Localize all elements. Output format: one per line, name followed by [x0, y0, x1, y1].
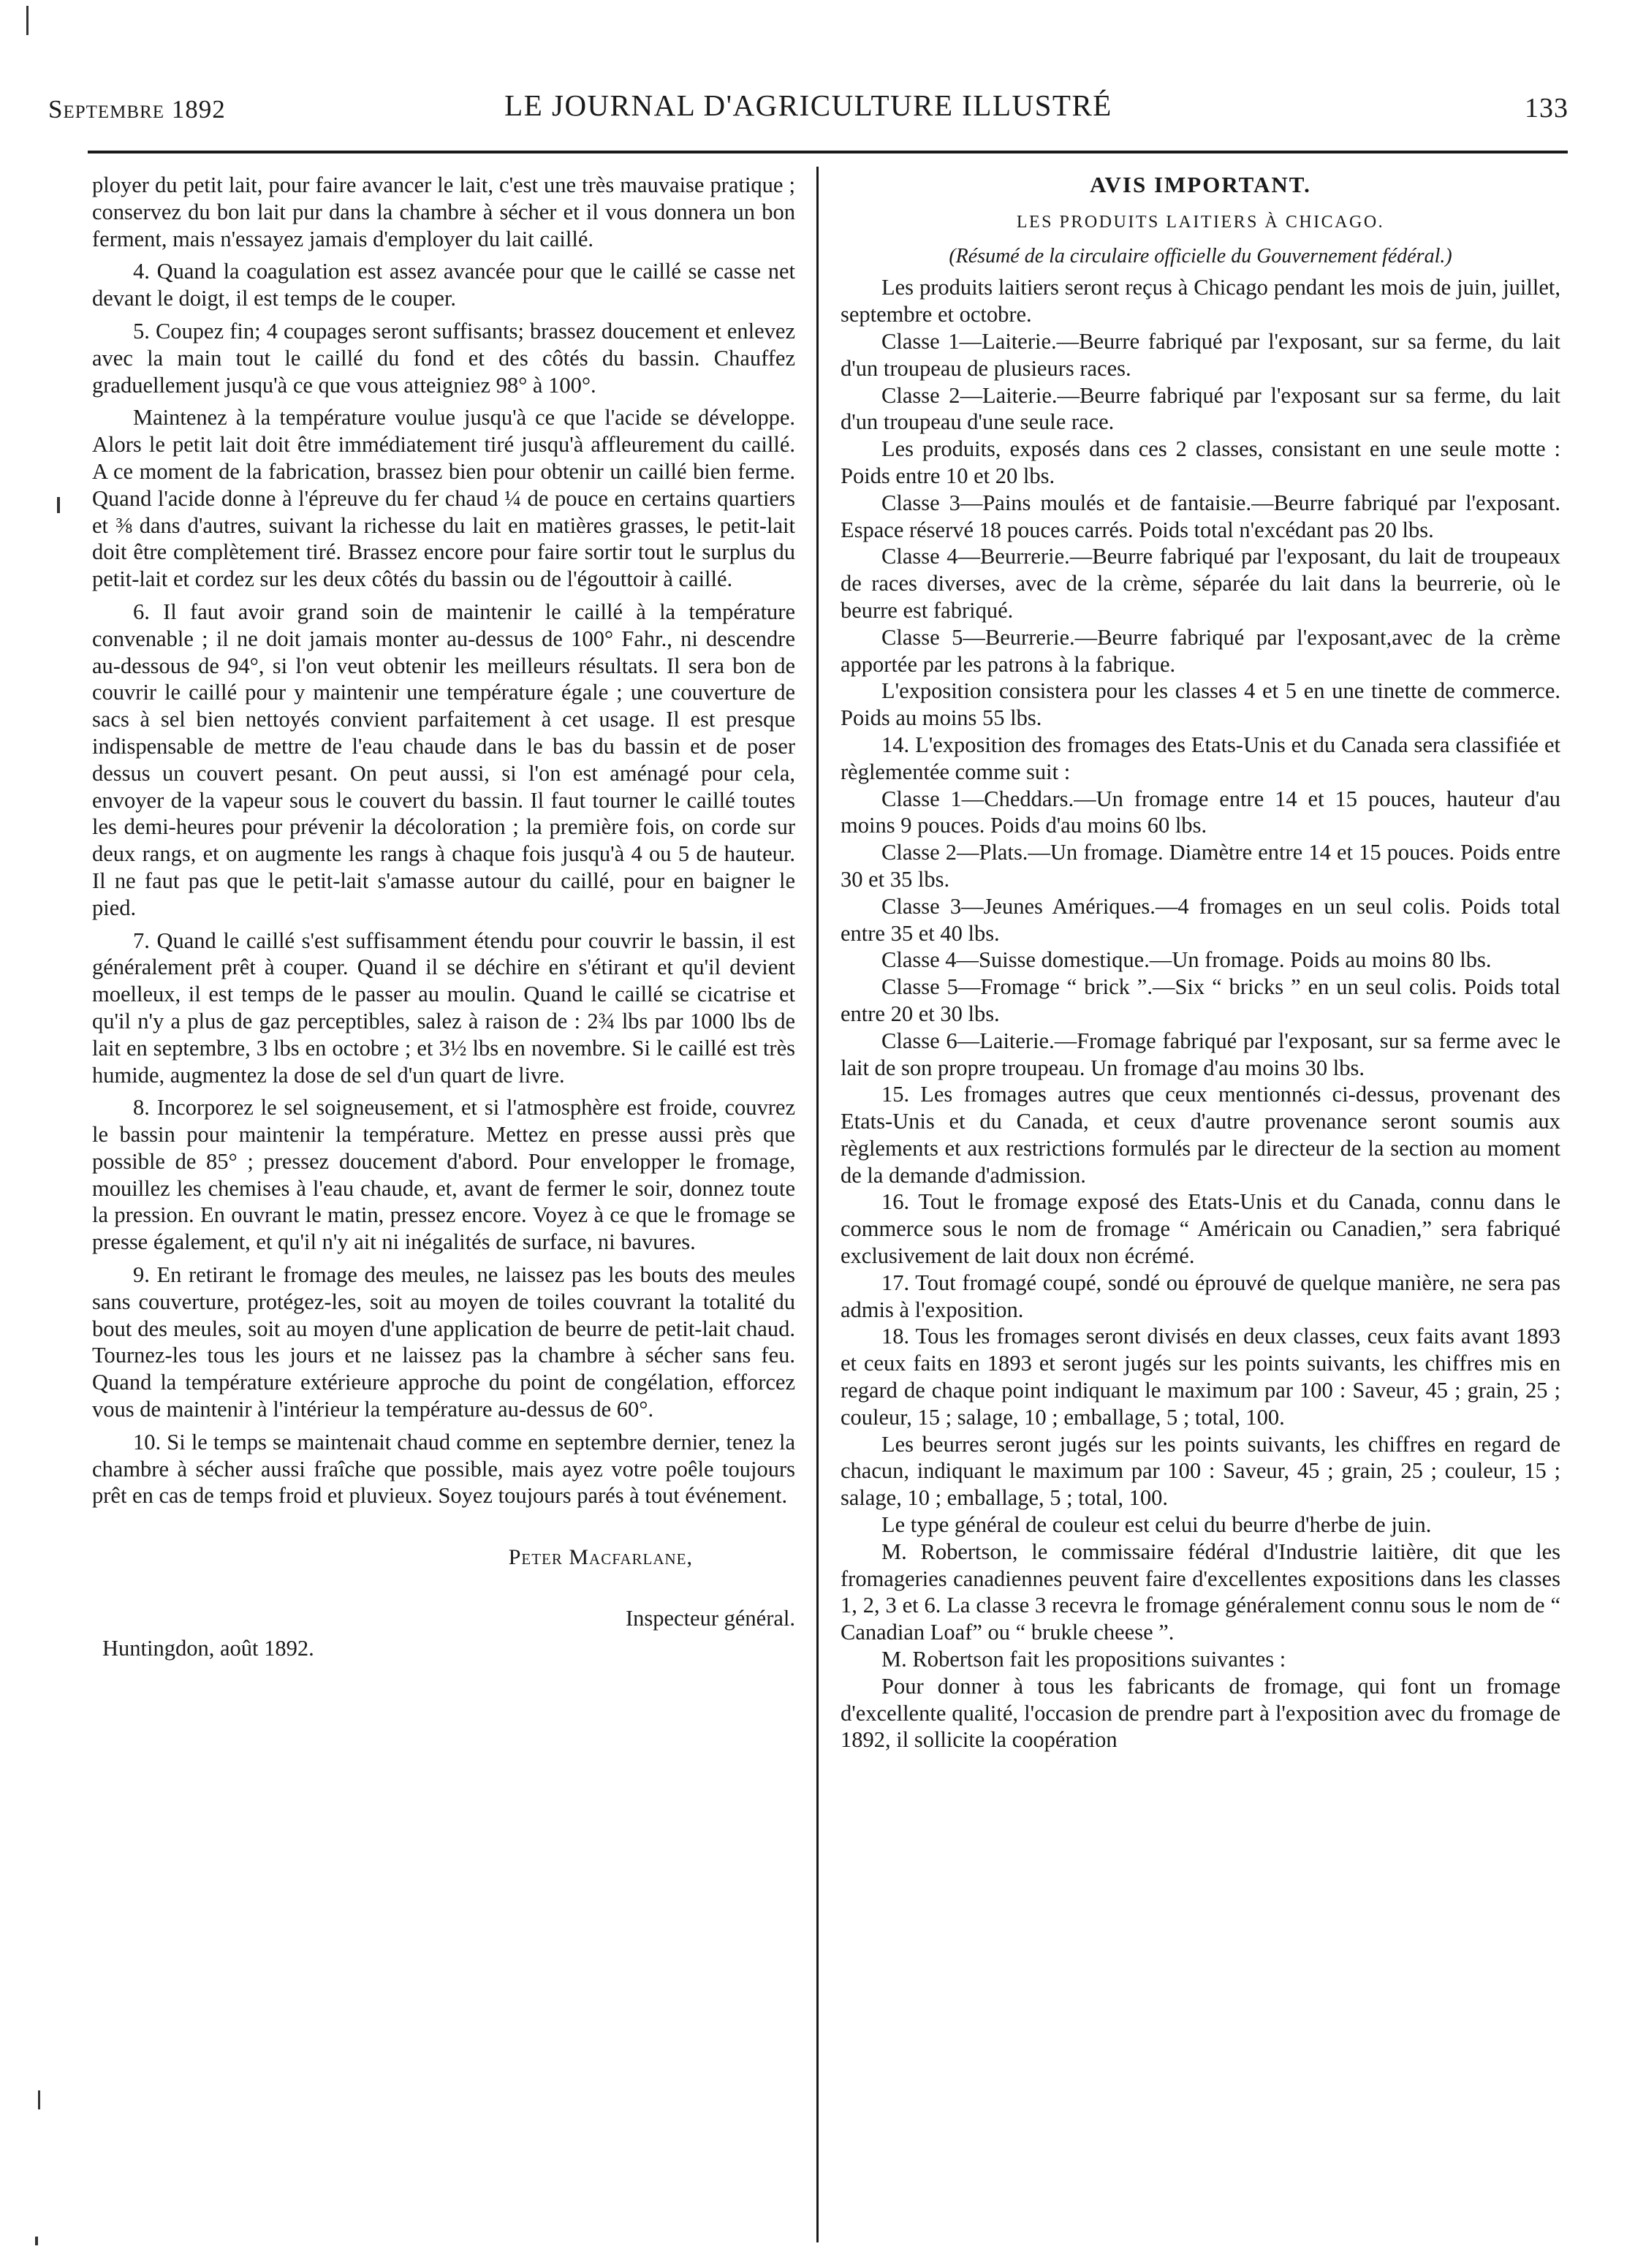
paragraph: Les produits laitiers seront reçus à Chicago pendant les mois de juin, juillet, septembre et octobre. [841, 275, 1560, 327]
paragraph: Classe 2—Plats.—Un fromage. Diamètre entre 14 et 15 pouces. Poids entre 30 et 35 lbs. [841, 840, 1560, 892]
paragraph: Le type général de couleur est celui du beurre d'herbe de juin. [881, 1512, 1432, 1538]
header-rule [88, 151, 1568, 153]
paragraph: Classe 3—Pains moulés et de fantaisie.—Beurre fabriqué par l'exposant. Espace réservé 18 pouces carrés. Poids total n'excédant pas 20 lbs. [841, 490, 1560, 542]
signature-place: Huntingdon, août 1892. [102, 1635, 314, 1661]
paragraph: 16. Tout le fromage exposé des Etats-Unis et du Canada, connu dans le commerce sous le nom de fromage “ Américain ou Canadien,” sera fabriqué exclusivement de lait doux non écrémé. [841, 1189, 1560, 1269]
signature-role: Inspecteur général. [625, 1606, 795, 1631]
paragraph: Classe 1—Cheddars.—Un fromage entre 14 et 15 pouces, hauteur d'au moins 9 pouces. Poids d'au moins 60 lbs. [841, 786, 1560, 838]
paragraph: 5. Coupez fin; 4 coupages seront suffisants; brassez doucement et enlevez avec la main tout le caillé du fond et des côtés du bassin. Chauffez graduellement jusqu'à ce que vous atteigniez 98° à 100°. [92, 318, 795, 398]
paragraph: 7. Quand le caillé s'est suffisamment étendu pour couvrir le bassin, il est généralement prêt à couper. Quand il se déchire en s'étirant et qu'il devient moelleux, il est temps de le passer au moulin. Quand le caillé se cicatrise et qu'il n'y a plus de gaz perceptibles, salez à raison de : 2¾ lbs par 1000 lbs de lait en septembre, 3 lbs en octobre ; et 3½ lbs en novembre. Si le caillé est très humide, augmentez la dose de sel d'un quart de livre. [92, 928, 795, 1088]
section-note: (Résumé de la circulaire officielle du Gouvernement fédéral.) [949, 244, 1452, 268]
scan-mark [38, 2090, 40, 2109]
scan-mark [26, 6, 29, 35]
paragraph: 4. Quand la coagulation est assez avancée pour que le caillé se casse net devant le doigt, il est temps de le couper. [92, 259, 795, 311]
paragraph: Classe 4—Suisse domestique.—Un fromage. Poids au moins 80 lbs. [881, 947, 1492, 973]
paragraph: 14. L'exposition des fromages des Etats-Unis et du Canada sera classifiée et règlementée comme suit : [841, 732, 1560, 784]
scan-mark [57, 497, 60, 513]
section-title: AVIS IMPORTANT. [1090, 172, 1311, 197]
paragraph: L'exposition consistera pour les classes 4 et 5 en une tinette de commerce. Poids au moins 55 lbs. [841, 678, 1560, 731]
paragraph: M. Robertson, le commissaire fédéral d'Industrie laitière, dit que les fromageries canadiennes peuvent faire d'excellentes expositions dans les classes 1, 2, 3 et 6. La classe 3 recevra le fromage généralement connu sous le nom de “ Canadian Loaf” ou “ brukle cheese ”. [841, 1539, 1560, 1645]
page-number: 133 [1525, 93, 1568, 124]
paragraph: Les produits, exposés dans ces 2 classes, consistant en une seule motte : Poids entre 10 et 20 lbs. [841, 436, 1560, 488]
paragraph: Classe 5—Beurrerie.—Beurre fabriqué par l'exposant,avec de la crème apportée par les patrons à la fabrique. [841, 624, 1560, 677]
paragraph: M. Robertson fait les propositions suivantes : [881, 1647, 1286, 1672]
issue-date: Septembre 1892 [48, 95, 226, 124]
signature-name: Peter Macfarlane, [508, 1545, 693, 1570]
paragraph: 10. Si le temps se maintenait chaud comme en septembre dernier, tenez la chambre à sécher aussi fraîche que possible, mais ayez votre poêle toujours prêt en cas de temps froid et pluvieux. Soyez toujours parés à tout événement. [92, 1429, 795, 1509]
paragraph: Classe 4—Beurrerie.—Beurre fabriqué par l'exposant, du lait de troupeaux de races diverses, avec de la crème, séparée du lait dans la beurrerie, où le beurre est fabriqué. [841, 544, 1560, 623]
paragraph: Pour donner à tous les fabricants de fromage, qui font un fromage d'excellente qualité, l'occasion de prendre part à l'exposition avec du fromage de 1892, il sollicite la coopération [841, 1673, 1560, 1753]
paragraph: Classe 6—Laiterie.—Fromage fabriqué par l'exposant, sur sa ferme avec le lait de son propre troupeau. Un fromage d'au moins 30 lbs. [841, 1028, 1560, 1080]
scan-mark [35, 2237, 38, 2245]
paragraph: 8. Incorporez le sel soigneusement, et si l'atmosphère est froide, couvrez le bassin pour maintenir la température. Mettez en presse aussi près que possible de 85° ; pressez doucement d'abord. Pour envelopper le fromage, mouillez les chemises à l'eau chaude, et, avant de fermer le soir, donnez toute la pression. En ouvrant le matin, pressez encore. Voyez à ce que le fromage se presse également, et qu'il n'y ait ni inégalités de surface, ni bavures. [92, 1095, 795, 1255]
paragraph: Classe 2—Laiterie.—Beurre fabriqué par l'exposant sur sa ferme, du lait d'un troupeau d'une seule race. [841, 382, 1560, 435]
paragraph: Classe 1—Laiterie.—Beurre fabriqué par l'exposant, sur sa ferme, du lait d'un troupeau de plusieurs races. [841, 328, 1560, 381]
section-subtitle: LES PRODUITS LAITIERS À CHICAGO. [1016, 212, 1385, 232]
paragraph: 9. En retirant le fromage des meules, ne laissez pas les bouts des meules sans couverture, protégez-les, soit au moyen de toiles couvrant la totalité du bout des meules, soit au moyen d'une application de beurre de petit-lait chaud. Tournez-les tous les jours et ne laissez pas la chambre à sécher sans feu. Quand la température extérieure approche du point de congélation, efforcez vous de maintenir à l'intérieur la température au-dessus de 60°. [92, 1262, 795, 1422]
paragraph: ployer du petit lait, pour faire avancer le lait, c'est une très mauvaise pratique ; conservez du bon lait pur dans la chambre à sécher et il vous donnera un bon ferment, mais n'essayez jamais d'employer du lait caillé. [92, 172, 795, 251]
column-divider [816, 167, 819, 2242]
left-column [92, 172, 795, 1662]
paragraph: Classe 5—Fromage “ brick ”.—Six “ bricks ” en un seul colis. Poids total entre 20 et 30 lbs. [841, 974, 1560, 1026]
right-column [841, 172, 1560, 1753]
paragraph: 15. Les fromages autres que ceux mentionnés ci-dessus, provenant des Etats-Unis et du Canada, et ceux d'autre provenance seront soumis aux règlements et aux restrictions formulés par le directeur de la section au moment de la demande d'admission. [841, 1082, 1560, 1188]
paragraph: 18. Tous les fromages seront divisés en deux classes, ceux faits avant 1893 et ceux faits en 1893 et seront jugés sur les points suivants, les chiffres mis en regard de chaque point indiquant le maximum par 100 : Saveur, 45 ; grain, 25 ; couleur, 15 ; salage, 10 ; emballage, 5 ; total, 100. [841, 1324, 1560, 1430]
paragraph: Classe 3—Jeunes Amériques.—4 fromages en un seul colis. Poids total entre 35 et 40 lbs. [841, 893, 1560, 946]
paragraph: 17. Tout fromagé coupé, sondé ou éprouvé de quelque manière, ne sera pas admis à l'exposition. [841, 1270, 1560, 1322]
journal-title: LE JOURNAL D'AGRICULTURE ILLUSTRÉ [504, 88, 1112, 122]
paragraph: Les beurres seront jugés sur les points suivants, les chiffres en regard de chacun, indiquant le maximum par 100 : Saveur, 45 ; grain, 25 ; couleur, 15 ; salage, 10 ; emballage, 5 ; total, 100. [841, 1431, 1560, 1511]
paragraph: Maintenez à la température voulue jusqu'à ce que l'acide se développe. Alors le petit lait doit être immédiatement tiré jusqu'à affleurement du caillé. A ce moment de la fabrication, brassez bien pour obtenir un caillé bien ferme. Quand l'acide donne à l'épreuve du fer chaud ¼ de pouce en certains quartiers et ⅜ dans d'autres, suivant la richesse du lait en matières grasses, le petit-lait doit être complètement tiré. Brassez encore pour faire sortir tout le surplus du petit-lait et cordez sur les deux côtés du bassin ou de l'égouttoir à caillé. [92, 405, 795, 592]
page-header [48, 82, 1568, 126]
paragraph: 6. Il faut avoir grand soin de maintenir le caillé à la température convenable ; il ne doit jamais monter au-dessus de 100° Fahr., ni descendre au-dessous de 94°, si l'on veut obtenir les meilleurs résultats. Il sera bon de couvrir le caillé pour y maintenir une température égale ; une couverture de sacs à sel bien nettoyés convient parfaitement à cet usage. Il est presque indispensable de mettre de l'eau chaude dans le bas du bassin et de poser dessus un couvert pesant. On peut aussi, si l'on est aménagé pour cela, envoyer de la vapeur sous le couvert du bassin. Il faut tourner le caillé toutes les demi-heures pour prévenir la décoloration ; la première fois, on corde sur deux rangs, et on augmente les rangs à chaque fois jusqu'à 4 ou 5 de hauteur. Il ne faut pas que le petit-lait s'amasse autour du caillé, pour en baigner le pied. [92, 599, 795, 920]
